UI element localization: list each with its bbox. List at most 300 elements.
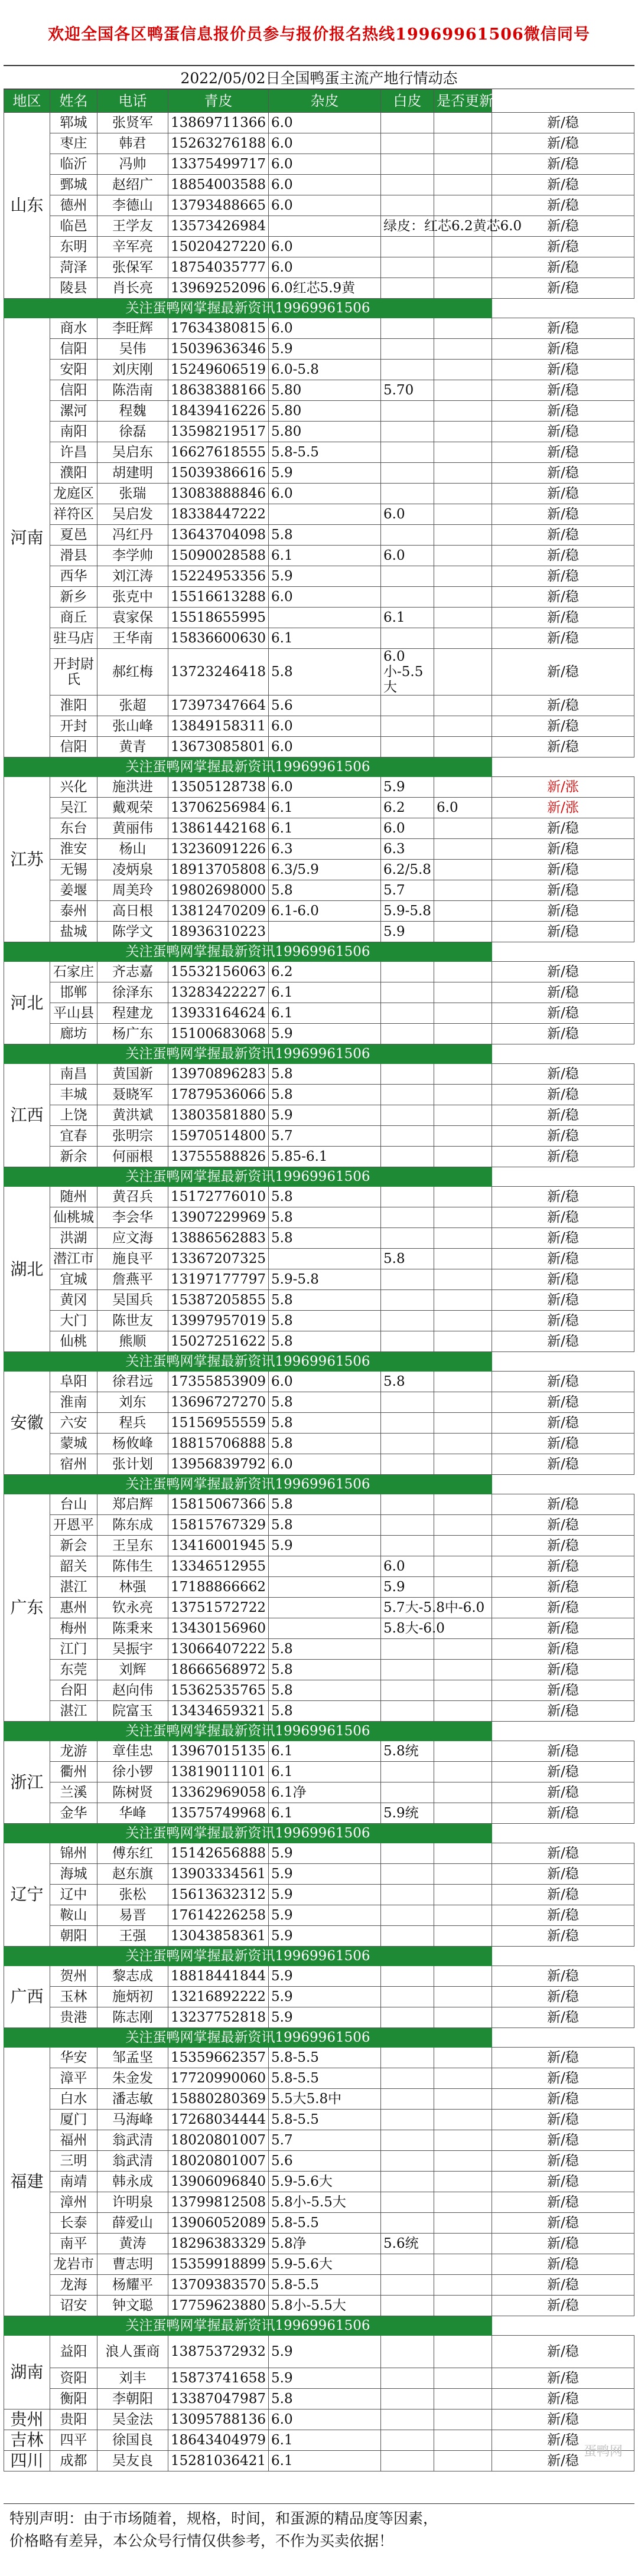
trend-cell: 新/稳 [492, 339, 634, 360]
white-price-cell [434, 1454, 492, 1475]
mixed-price-cell: 5.9统 [381, 1803, 434, 1824]
name-cell: 黄洪斌 [97, 1105, 168, 1126]
table-row [4, 1515, 634, 1536]
table-row [4, 339, 634, 360]
phone-cell: 13216892222 [168, 1987, 269, 2007]
city-cell: 新会 [50, 1536, 97, 1556]
mixed-price-cell [381, 1454, 434, 1475]
announcement-banner: 关注蛋鸭网掌握最新资讯19969961506 [4, 1352, 492, 1372]
table-row [4, 1228, 634, 1249]
name-cell: 赵绍广 [97, 175, 168, 195]
phone-cell: 15359662357 [168, 2048, 269, 2068]
mixed-price-cell [381, 1434, 434, 1454]
mixed-price-cell [381, 566, 434, 587]
white-price-cell [434, 2430, 492, 2451]
mixed-price-cell [381, 1782, 434, 1803]
green-price-cell: 5.80 [269, 401, 381, 422]
phone-cell: 13906096840 [168, 2172, 269, 2192]
white-price-cell [434, 1741, 492, 1762]
phone-cell: 13849158311 [168, 716, 269, 737]
city-cell: 新余 [50, 1147, 97, 1167]
green-price-cell: 5.9 [269, 1864, 381, 1885]
name-cell: 陈秉来 [97, 1618, 168, 1639]
white-price-cell [434, 587, 492, 608]
white-price-cell [434, 1085, 492, 1105]
phone-cell: 13643704098 [168, 525, 269, 546]
table-row [4, 422, 634, 442]
city-cell: 玉林 [50, 1987, 97, 2007]
region-cell: 福建 [4, 2048, 50, 2316]
phone-cell: 18296383329 [168, 2234, 269, 2254]
green-price-cell: 5.9 [269, 1926, 381, 1947]
announcement-row [4, 1352, 634, 1372]
table-row [4, 1701, 634, 1722]
city-cell: 淮南 [50, 1392, 97, 1413]
name-cell: 赵东旗 [97, 1864, 168, 1885]
green-price-cell: 5.9 [269, 339, 381, 360]
phone-cell: 13723246418 [168, 649, 269, 696]
phone-cell: 19802698000 [168, 880, 269, 901]
trend-cell: 新/稳 [492, 1556, 634, 1577]
phone-cell: 13861442168 [168, 818, 269, 839]
mixed-price-cell [381, 442, 434, 463]
trend-cell: 新/稳 [492, 649, 634, 696]
phone-cell: 13967015135 [168, 1741, 269, 1762]
city-cell: 宜春 [50, 1126, 97, 1147]
table-row [4, 1660, 634, 1680]
white-price-cell [434, 628, 492, 649]
announcement-banner: 关注蛋鸭网掌握最新资讯19969961506 [4, 1824, 492, 1843]
table-row [4, 1905, 634, 1926]
table-row [4, 1864, 634, 1885]
green-price-cell: 5.8 [269, 1413, 381, 1434]
green-price-cell: 5.9 [269, 1105, 381, 1126]
green-price-cell: 5.8 [269, 1187, 381, 1207]
trend-cell: 新/稳 [492, 237, 634, 257]
table-row [4, 1762, 634, 1782]
white-price-cell [434, 175, 492, 195]
trend-cell: 新/稳 [492, 1762, 634, 1782]
table-row [4, 860, 634, 880]
green-price-cell: 6.1 [269, 818, 381, 839]
trend-cell: 新/稳 [492, 1618, 634, 1639]
table-row [4, 2389, 634, 2410]
mixed-price-cell: 5.6统 [381, 2234, 434, 2254]
table-row [4, 901, 634, 922]
trend-cell: 新/稳 [492, 1311, 634, 1331]
city-cell: 衢州 [50, 1762, 97, 1782]
trend-cell: 新/稳 [492, 1864, 634, 1885]
white-price-cell [434, 818, 492, 839]
green-price-cell: 5.8小-5.5大 [269, 2192, 381, 2213]
phone-cell: 15172776010 [168, 1187, 269, 1207]
trend-cell: 新/稳 [492, 2068, 634, 2089]
city-cell: 鄄城 [50, 175, 97, 195]
white-price-cell [434, 777, 492, 798]
table-row [4, 587, 634, 608]
phone-cell: 15880280369 [168, 2089, 269, 2110]
city-cell: 泰州 [50, 901, 97, 922]
name-cell: 院富玉 [97, 1701, 168, 1722]
table-row [4, 2296, 634, 2316]
region-cell: 贵州 [4, 2410, 50, 2430]
name-cell: 程建龙 [97, 1003, 168, 1024]
table-row [4, 154, 634, 175]
table-row [4, 442, 634, 463]
green-price-cell: 5.9 [269, 1536, 381, 1556]
phone-cell: 13416001945 [168, 1536, 269, 1556]
phone-cell: 15613632312 [168, 1885, 269, 1905]
phone-cell: 15387205855 [168, 1290, 269, 1311]
phone-cell: 13793488665 [168, 195, 269, 216]
name-cell: 冯帅 [97, 154, 168, 175]
white-price-cell [434, 2451, 492, 2471]
city-cell: 仙桃 [50, 1331, 97, 1352]
trend-cell: 新/稳 [492, 1701, 634, 1722]
phone-cell: 13346512955 [168, 1556, 269, 1577]
green-price-cell [269, 1598, 381, 1618]
mixed-price-cell [381, 1987, 434, 2007]
table-row [4, 1003, 634, 1024]
mixed-price-cell [381, 1290, 434, 1311]
trend-cell: 新/稳 [492, 216, 634, 237]
city-cell: 华安 [50, 2048, 97, 2068]
region-cell: 湖北 [4, 1187, 50, 1352]
white-price-cell [434, 1680, 492, 1701]
mixed-price-cell [381, 1762, 434, 1782]
city-cell: 资阳 [50, 2368, 97, 2389]
trend-cell: 新/稳 [492, 401, 634, 422]
white-price-cell [434, 1536, 492, 1556]
phone-cell: 13095788136 [168, 2410, 269, 2430]
phone-cell: 13819011101 [168, 1762, 269, 1782]
city-cell: 东明 [50, 237, 97, 257]
white-price-cell [434, 737, 492, 758]
green-price-cell: 6.0 [269, 113, 381, 133]
mixed-price-cell [381, 2192, 434, 2213]
green-price-cell: 6.1 [269, 546, 381, 566]
name-cell: 李朝阳 [97, 2389, 168, 2410]
green-price-cell: 6.1 [269, 982, 381, 1003]
banner-title: 欢迎全国各区鸭蛋信息报价员参与报价报名热线19969961506微信同号 [4, 0, 634, 66]
table-row [4, 1311, 634, 1331]
phone-cell: 15970514800 [168, 1126, 269, 1147]
mixed-price-cell [381, 1207, 434, 1228]
trend-cell: 新/稳 [492, 1494, 634, 1515]
city-cell: 宿州 [50, 1454, 97, 1475]
announcement-banner: 关注蛋鸭网掌握最新资讯19969961506 [4, 299, 492, 318]
table-row [4, 649, 634, 696]
mixed-price-cell [381, 2151, 434, 2172]
name-cell: 陈树贤 [97, 1782, 168, 1803]
mixed-price-cell [381, 1392, 434, 1413]
table-row [4, 1618, 634, 1639]
city-cell: 鞍山 [50, 1905, 97, 1926]
phone-cell: 15362535765 [168, 1680, 269, 1701]
mixed-price-cell [381, 2389, 434, 2410]
white-price-cell [434, 1803, 492, 1824]
city-cell: 台阳 [50, 1680, 97, 1701]
phone-cell: 18020801007 [168, 2151, 269, 2172]
mixed-price-cell [381, 1003, 434, 1024]
name-cell: 何丽根 [97, 1147, 168, 1167]
header-mixed: 杂皮 [269, 90, 381, 113]
announcement-banner: 关注蛋鸭网掌握最新资讯19969961506 [4, 942, 492, 962]
phone-cell: 15090028588 [168, 546, 269, 566]
white-price-cell: 6.0 [434, 798, 492, 818]
trend-cell: 新/稳 [492, 1577, 634, 1598]
green-price-cell: 5.8-5.5 [269, 2048, 381, 2068]
city-cell: 朝阳 [50, 1926, 97, 1947]
trend-cell: 新/稳 [492, 318, 634, 339]
white-price-cell [434, 422, 492, 442]
table-row [4, 2368, 634, 2389]
table-row [4, 2068, 634, 2089]
trend-cell: 新/稳 [492, 422, 634, 442]
white-price-cell [434, 380, 492, 401]
name-cell: 华峰 [97, 1803, 168, 1824]
phone-cell: 17759623880 [168, 2296, 269, 2316]
mixed-price-cell [381, 962, 434, 982]
name-cell: 袁家保 [97, 608, 168, 628]
mixed-price-cell [381, 339, 434, 360]
green-price-cell: 6.3/5.9 [269, 860, 381, 880]
phone-cell: 18854003588 [168, 175, 269, 195]
trend-cell: 新/稳 [492, 2254, 634, 2275]
mixed-price-cell: 6.0 [381, 818, 434, 839]
green-price-cell: 5.8 [269, 2389, 381, 2410]
trend-cell: 新/稳 [492, 2410, 634, 2430]
white-price-cell [434, 1207, 492, 1228]
table-row [4, 318, 634, 339]
name-cell: 陈学文 [97, 922, 168, 942]
white-price-cell [434, 2110, 492, 2130]
name-cell: 齐志嘉 [97, 962, 168, 982]
table-row [4, 1741, 634, 1762]
green-price-cell: 5.85-6.1 [269, 1147, 381, 1167]
trend-cell: 新/稳 [492, 1803, 634, 1824]
phone-cell: 18439416226 [168, 401, 269, 422]
trend-cell: 新/稳 [492, 2192, 634, 2213]
phone-cell: 13799812508 [168, 2192, 269, 2213]
mixed-price-cell [381, 982, 434, 1003]
city-cell: 湛江 [50, 1577, 97, 1598]
mixed-price-cell: 5.9 [381, 1577, 434, 1598]
phone-cell: 17397347664 [168, 696, 269, 716]
name-cell: 翁武清 [97, 2151, 168, 2172]
green-price-cell: 6.1 [269, 2430, 381, 2451]
region-cell: 广西 [4, 1966, 50, 2028]
table-row [4, 696, 634, 716]
phone-cell: 13869711366 [168, 113, 269, 133]
city-cell: 江门 [50, 1639, 97, 1660]
mixed-price-cell [381, 1843, 434, 1864]
name-cell: 刘庆刚 [97, 360, 168, 380]
region-cell: 江西 [4, 1064, 50, 1167]
table-row [4, 1843, 634, 1864]
name-cell: 张保军 [97, 257, 168, 278]
table-row [4, 2213, 634, 2234]
green-price-cell: 5.8净 [269, 2234, 381, 2254]
name-cell: 杨广东 [97, 1024, 168, 1044]
white-price-cell [434, 463, 492, 484]
white-price-cell [434, 133, 492, 154]
header-region: 地区 [4, 90, 50, 113]
announcement-banner: 关注蛋鸭网掌握最新资讯19969961506 [4, 2028, 492, 2048]
trend-cell: 新/稳 [492, 2151, 634, 2172]
phone-cell: 15027251622 [168, 1331, 269, 1352]
trend-cell: 新/稳 [492, 1434, 634, 1454]
table-row [4, 2430, 634, 2451]
mixed-price-cell [381, 1269, 434, 1290]
table-row [4, 1392, 634, 1413]
trend-cell: 新/稳 [492, 716, 634, 737]
phone-cell: 13907229969 [168, 1207, 269, 1228]
white-price-cell [434, 195, 492, 216]
mixed-price-cell [381, 154, 434, 175]
city-cell: 黄冈 [50, 1290, 97, 1311]
trend-cell: 新/稳 [492, 463, 634, 484]
table-row [4, 1024, 634, 1044]
green-price-cell: 6.1 [269, 798, 381, 818]
name-cell: 施良平 [97, 1249, 168, 1269]
name-cell: 应文海 [97, 1228, 168, 1249]
trend-cell: 新/稳 [492, 113, 634, 133]
white-price-cell [434, 2151, 492, 2172]
green-price-cell: 5.9 [269, 1843, 381, 1864]
white-price-cell [434, 1494, 492, 1515]
green-price-cell [269, 922, 381, 942]
phone-cell: 15873741658 [168, 2368, 269, 2389]
white-price-cell [434, 1249, 492, 1269]
name-cell: 胡建明 [97, 463, 168, 484]
phone-cell: 13387047987 [168, 2389, 269, 2410]
white-price-cell [434, 339, 492, 360]
phone-cell: 18936310223 [168, 922, 269, 942]
name-cell: 吴国兵 [97, 1290, 168, 1311]
city-cell: 台山 [50, 1494, 97, 1515]
green-price-cell: 5.8 [269, 1680, 381, 1701]
white-price-cell [434, 1126, 492, 1147]
name-cell: 肖长亮 [97, 278, 168, 299]
green-price-cell: 5.8 [269, 1331, 381, 1352]
announcement-row [4, 1475, 634, 1494]
green-price-cell: 6.1 [269, 1741, 381, 1762]
white-price-cell [434, 1105, 492, 1126]
mixed-price-cell [381, 628, 434, 649]
table-row [4, 1147, 634, 1167]
white-price-cell [434, 2336, 492, 2368]
phone-cell: 13066407222 [168, 1639, 269, 1660]
name-cell: 黄涛 [97, 2234, 168, 2254]
phone-cell: 13237752818 [168, 2007, 269, 2028]
announcement-banner: 关注蛋鸭网掌握最新资讯19969961506 [4, 1947, 492, 1966]
city-cell: 临沂 [50, 154, 97, 175]
phone-cell: 15263276188 [168, 133, 269, 154]
name-cell: 钟文聪 [97, 2296, 168, 2316]
green-price-cell: 5.8 [269, 880, 381, 901]
table-row [4, 2234, 634, 2254]
trend-cell: 新/稳 [492, 1905, 634, 1926]
phone-cell: 18815706888 [168, 1434, 269, 1454]
name-cell: 李旺辉 [97, 318, 168, 339]
phone-cell: 15142656888 [168, 1843, 269, 1864]
table-row [4, 880, 634, 901]
trend-cell: 新/涨 [492, 798, 634, 818]
table-row [4, 798, 634, 818]
phone-cell: 13043858361 [168, 1926, 269, 1947]
phone-cell: 13430156960 [168, 1618, 269, 1639]
table-header [4, 90, 634, 113]
green-price-cell: 5.8 [269, 1701, 381, 1722]
city-cell: 南阳 [50, 422, 97, 442]
green-price-cell: 6.0红芯5.9黄 [269, 278, 381, 299]
city-cell: 衡阳 [50, 2389, 97, 2410]
city-cell: 大门 [50, 1311, 97, 1331]
name-cell: 陈志刚 [97, 2007, 168, 2028]
table-row [4, 546, 634, 566]
name-cell: 朱金发 [97, 2068, 168, 2089]
white-price-cell [434, 566, 492, 587]
region-cell: 湖南 [4, 2336, 50, 2410]
announcement-row [4, 1167, 634, 1187]
trend-cell: 新/稳 [492, 982, 634, 1003]
white-price-cell [434, 608, 492, 628]
white-price-cell [434, 860, 492, 880]
green-price-cell: 6.0 [269, 257, 381, 278]
city-cell: 丰城 [50, 1085, 97, 1105]
table-row [4, 716, 634, 737]
white-price-cell [434, 1885, 492, 1905]
phone-cell: 13083888846 [168, 484, 269, 504]
name-cell: 徐君远 [97, 1372, 168, 1392]
mixed-price-cell: 绿皮：红芯6.2黄芯6.0 [381, 216, 434, 237]
mixed-price-cell [381, 113, 434, 133]
white-price-cell [434, 2130, 492, 2151]
mixed-price-cell [381, 278, 434, 299]
city-cell: 仙桃城 [50, 1207, 97, 1228]
white-price-cell [434, 1639, 492, 1660]
city-cell: 新乡 [50, 587, 97, 608]
table-row [4, 1331, 634, 1352]
green-price-cell: 6.1 [269, 1762, 381, 1782]
green-price-cell [269, 1618, 381, 1639]
mixed-price-cell [381, 401, 434, 422]
city-cell: 漳平 [50, 2068, 97, 2089]
white-price-cell [434, 1372, 492, 1392]
white-price-cell [434, 1413, 492, 1434]
trend-cell: 新/稳 [492, 2110, 634, 2130]
table-row [4, 1269, 634, 1290]
phone-cell: 13969252096 [168, 278, 269, 299]
table-row [4, 2151, 634, 2172]
name-cell: 浪人蛋商 [97, 2336, 168, 2368]
table-row [4, 1577, 634, 1598]
white-price-cell [434, 1269, 492, 1290]
white-price-cell [434, 1290, 492, 1311]
white-price-cell [434, 880, 492, 901]
white-price-cell [434, 1926, 492, 1947]
mixed-price-cell: 5.8 [381, 1249, 434, 1269]
name-cell: 徐国良 [97, 2430, 168, 2451]
name-cell: 高日根 [97, 901, 168, 922]
name-cell: 张超 [97, 696, 168, 716]
name-cell: 陈伟生 [97, 1556, 168, 1577]
mixed-price-cell: 6.1 [381, 608, 434, 628]
announcement-banner: 关注蛋鸭网掌握最新资讯19969961506 [4, 1722, 492, 1741]
white-price-cell [434, 2389, 492, 2410]
table-row [4, 2275, 634, 2296]
